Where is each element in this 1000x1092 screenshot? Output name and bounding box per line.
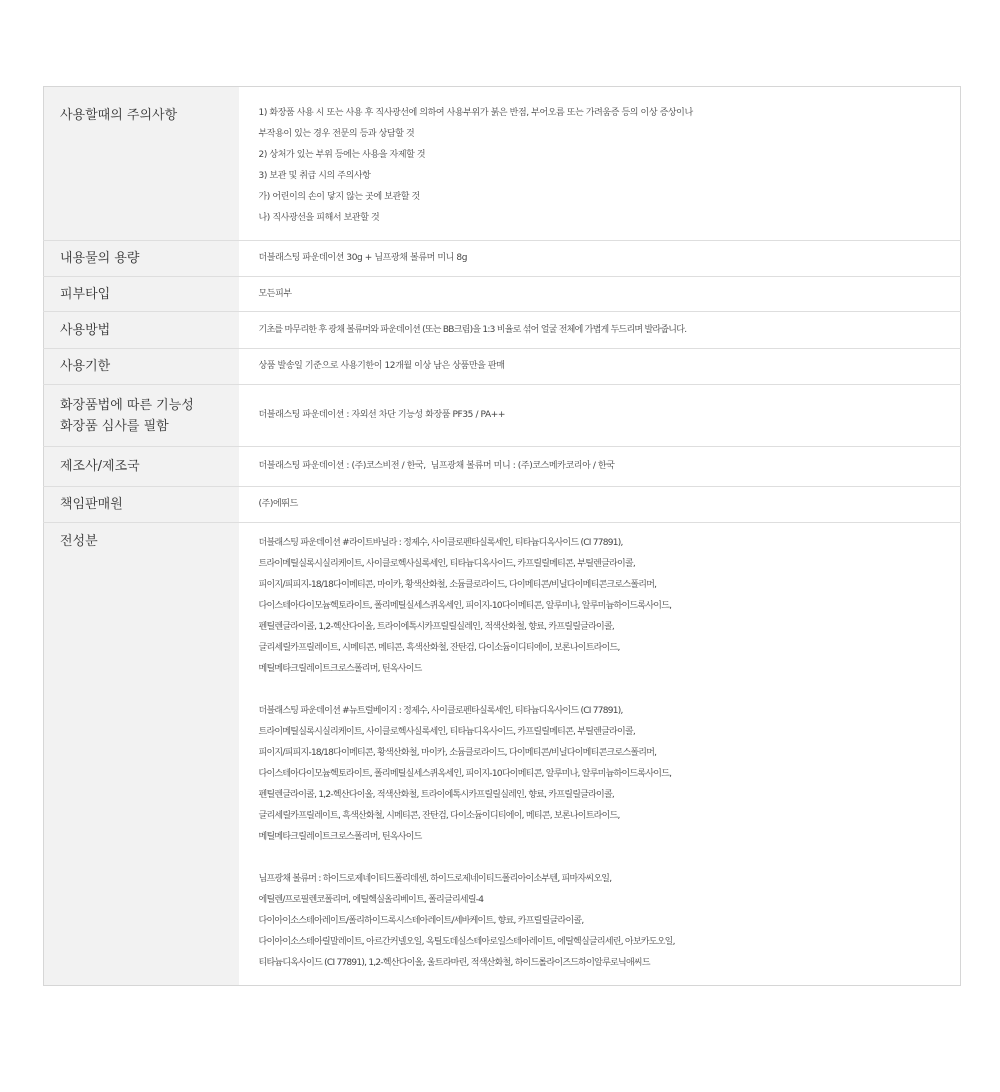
- ingredients-paragraph: [259, 701, 961, 848]
- value-line: 3) 보관 및 취급 시의 주의사항: [258, 171, 371, 181]
- value-line: 기초를 마무리한 후 광채 볼류머와 파운데이션 (또는 BB크림)을 1:3 비율로 섞어 얼굴 전체에 가볍게 두드리며 발라줍니다.: [258, 324, 687, 335]
- value-line: 다이스테아다이모늄헥토라이트, 폴리메틸실세스퀴옥세인, 피이지-10다이메티콘, 알루미나, 알루미늄하이드록사이드,: [258, 601, 672, 611]
- ingredients-paragraph: [259, 869, 961, 974]
- row-manufacturer: [44, 447, 961, 487]
- row-ingredients: [44, 523, 961, 986]
- row-volume: [44, 241, 961, 277]
- value-line: 트라이메틸실록시실리케이트, 사이클로헥사실록세인, 티타늄디옥사이드, 카프릴릴메티콘, 부틸렌글라이콜,: [258, 727, 635, 737]
- row-value: [239, 277, 961, 312]
- value-line: 더블래스팅 파운데이션 : 자외선 차단 기능성 화장품 PF35 / PA++: [258, 410, 506, 420]
- row-value: [239, 87, 961, 241]
- label-line: 책임판매원: [60, 497, 123, 512]
- row-label: [44, 277, 239, 312]
- ingredients-paragraph: [259, 533, 961, 680]
- row-value: [239, 385, 961, 447]
- row-label: [44, 487, 239, 523]
- row-seller: [44, 487, 961, 523]
- row-label: [44, 312, 239, 349]
- row-label: [44, 523, 239, 986]
- value-line: 상품 발송일 기준으로 사용기한이 12개월 이상 남은 상품만을 판매: [258, 361, 505, 371]
- value-line: 더블래스팅 파운데이션 30g + 님프광채 볼류머 미니 8g: [258, 253, 468, 263]
- value-line: 피이지/피피지-18/18다이메티콘, 황색산화철, 마이카, 소듐클로라이드, 다이메티콘/비닐다이메티콘크로스폴리머,: [258, 748, 657, 758]
- label-line: 화장품법에 따른 기능성: [60, 397, 194, 413]
- value-line: 다이스테아다이모늄헥토라이트, 폴리메틸실세스퀴옥세인, 피이지-10다이메티콘, 알루미나, 알루미늄하이드록사이드,: [258, 769, 672, 779]
- row-precautions: [44, 87, 961, 241]
- value-line: 1) 화장품 사용 시 또는 사용 후 직사광선에 의하여 사용부위가 붉은 반점, 부어오름 또는 가려움증 등의 이상 증상이나: [258, 108, 693, 118]
- label-line: 사용할때의 주의사항: [60, 108, 178, 123]
- row-usage: [44, 312, 961, 349]
- value-line: 더블래스팅 파운데이션 #라이트바닐라 : 정제수, 사이클로펜타실록세인, 티타늄디옥사이드 (CI 77891),: [258, 538, 623, 548]
- value-line: 에틸렌/프로필렌코폴리머, 에틸헥실올리베이트, 폴리글리세릴-4: [258, 895, 484, 905]
- value-line: (주)에뛰드: [258, 499, 298, 509]
- value-line: 메틸메타크릴레이트크로스폴리머, 틴옥사이드: [258, 664, 422, 674]
- row-value: [239, 447, 961, 487]
- label-line: 사용방법: [60, 322, 111, 338]
- row-functional: [44, 385, 961, 447]
- label-line: 피부타입: [60, 286, 111, 302]
- value-line: 다이아이소스테아릴말레이트, 아르간커넬오일, 옥틸도데실스테아로일스테아레이트, 에틸헥실글리세린, 아보카도오일,: [258, 937, 675, 947]
- row-value: [239, 487, 961, 523]
- value-line: 글리세릴카프릴레이트, 시메티콘, 메티콘, 흑색산화철, 잔탄검, 다이소듐이디티에이, 보론나이트라이드,: [258, 643, 620, 653]
- product-info-table: [43, 86, 961, 986]
- value-line: 티타늄디옥사이드 (CI 77891), 1,2-헥산다이올, 울트라마린, 적색산화철, 하이드롤라이즈드하이알루로닉애씨드: [258, 958, 650, 968]
- value-line: 나) 직사광선을 피해서 보관할 것: [258, 213, 380, 223]
- value-line: 피이지/피피지-18/18다이메티콘, 마이카, 황색산화철, 소듐클로라이드, 다이메티콘/비닐다이메티콘크로스폴리머,: [258, 580, 657, 590]
- row-value: [239, 241, 961, 277]
- row-value: [239, 523, 961, 986]
- value-line: 더블래스팅 파운데이션 #뉴트럴베이지 : 정제수, 사이클로펜타실록세인, 티타늄디옥사이드 (CI 77891),: [258, 706, 623, 716]
- value-line: 가) 어린이의 손이 닿지 않는 곳에 보관할 것: [258, 192, 420, 202]
- label-line: 내용물의 용량: [60, 251, 140, 266]
- value-line: 더블래스팅 파운데이션 : (주)코스비전 / 한국, 님프광채 볼류머 미니 : (주)코스메카코리아 / 한국: [258, 461, 615, 471]
- row-value: [239, 349, 961, 385]
- row-value: [239, 312, 961, 349]
- label-line: 전성분: [60, 534, 98, 549]
- value-line: 다이아이소스테아레이트/폴리하이드록시스테아레이트/세바케이트, 향료, 카프릴릴글라이콜,: [258, 916, 584, 926]
- row-expiry: [44, 349, 961, 385]
- value-line: 트라이메틸실록시실리케이트, 사이클로헥사실록세인, 티타늄디옥사이드, 카프릴릴메티콘, 부틸렌글라이콜,: [258, 559, 635, 569]
- value-line: 님프광채 볼류머 : 하이드로제네이티드폴리데센, 하이드로제네이티드폴리아이소부텐, 피마자씨오일,: [258, 874, 612, 884]
- value-line: 펜틸렌글라이콜, 1,2-헥산다이올, 적색산화철, 트라이에톡시카프릴릴실레인, 향료, 카프릴릴글라이콜,: [258, 790, 615, 800]
- row-skin-type: [44, 277, 961, 312]
- value-line: 부작용이 있는 경우 전문의 등과 상담할 것: [258, 129, 415, 139]
- value-line: 글리세릴카프릴레이트, 흑색산화철, 시메티콘, 잔탄검, 다이소듐이디티에이, 메티콘, 보론나이트라이드,: [258, 811, 620, 821]
- row-label: [44, 349, 239, 385]
- row-label: [44, 87, 239, 241]
- row-label: [44, 385, 239, 447]
- value-line: 2) 상처가 있는 부위 등에는 사용을 자제할 것: [258, 150, 426, 160]
- label-line: 사용기한: [60, 359, 111, 374]
- row-label: [44, 241, 239, 277]
- value-line: 모든피부: [258, 288, 292, 299]
- label-line: 제조사/제조국: [60, 459, 140, 474]
- row-label: [44, 447, 239, 487]
- value-line: 펜틸렌글라이콜, 1,2-헥산다이올, 트라이에톡시카프릴릴실레인, 적색산화철, 향료, 카프릴릴글라이콜,: [258, 622, 615, 632]
- label-line: 화장품 심사를 필함: [60, 418, 169, 434]
- value-line: 메틸메타크릴레이트크로스폴리머, 틴옥사이드: [258, 832, 422, 842]
